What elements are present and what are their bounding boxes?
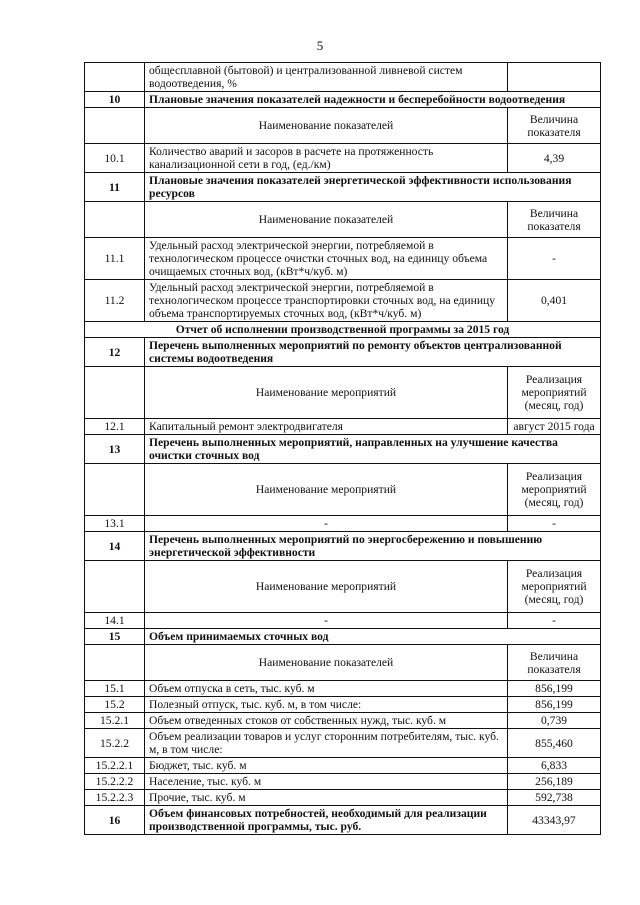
column-header-value: Величина показателя bbox=[508, 645, 601, 681]
row-number: 11.1 bbox=[85, 238, 145, 280]
section-title: Перечень выполненных мероприятий по энергосбережению и повышению энергетической эффективности bbox=[145, 532, 601, 561]
row-number: 15.2.2.2 bbox=[85, 774, 145, 790]
section-row bbox=[85, 173, 601, 202]
row-number: 10.1 bbox=[85, 144, 145, 173]
empty-cell bbox=[85, 561, 145, 613]
section-title: Плановые значения показателей энергетической эффективности использования ресурсов bbox=[145, 173, 601, 202]
header-row bbox=[85, 561, 601, 613]
table-row bbox=[85, 729, 601, 758]
empty-cell bbox=[85, 464, 145, 516]
column-header-value: Реализация мероприятий (месяц, год) bbox=[508, 367, 601, 419]
empty-cell bbox=[85, 202, 145, 238]
section-row bbox=[85, 629, 601, 645]
section-row bbox=[85, 435, 601, 464]
row-text: общесплавной (бытовой) и централизованной ливневой систем водоотведения, % bbox=[145, 63, 508, 92]
row-number: 15.2.1 bbox=[85, 713, 145, 729]
section-title: Плановые значения показателей надежности и бесперебойности водоотведения bbox=[145, 92, 601, 108]
column-header-value: Величина показателя bbox=[508, 202, 601, 238]
empty-cell bbox=[85, 645, 145, 681]
row-number bbox=[85, 63, 145, 92]
table-row bbox=[85, 238, 601, 280]
section-row bbox=[85, 338, 601, 367]
row-number: 12.1 bbox=[85, 419, 145, 435]
row-value: 592,738 bbox=[508, 790, 601, 806]
section-number: 13 bbox=[85, 435, 145, 464]
row-value: 0,401 bbox=[508, 280, 601, 322]
column-header-name: Наименование мероприятий bbox=[145, 367, 508, 419]
section-title: Перечень выполненных мероприятий по ремонту объектов централизованной системы водоотведения bbox=[145, 338, 601, 367]
row-value bbox=[508, 63, 601, 92]
section-row bbox=[85, 532, 601, 561]
row-value: 856,199 bbox=[508, 697, 601, 713]
header-row bbox=[85, 645, 601, 681]
row-number: 15.2.2.3 bbox=[85, 790, 145, 806]
row-text: Удельный расход электрической энергии, потребляемой в технологическом процессе очистки сточных вод, на единицу объема очищаемых сточных вод, (кВт*ч/куб. м) bbox=[145, 238, 508, 280]
row-text: Объем реализации товаров и услуг сторонним потребителям, тыс. куб. м, в том числе: bbox=[145, 729, 508, 758]
row-value: - bbox=[508, 613, 601, 629]
section-title: Перечень выполненных мероприятий, направленных на улучшение качества очистки сточных вод bbox=[145, 435, 601, 464]
row-value: 43343,97 bbox=[508, 806, 601, 835]
row-value: 855,460 bbox=[508, 729, 601, 758]
row-text: Население, тыс. куб. м bbox=[145, 774, 508, 790]
table-row bbox=[85, 419, 601, 435]
row-value: август 2015 года bbox=[508, 419, 601, 435]
row-text: Капитальный ремонт электродвигателя bbox=[145, 419, 508, 435]
table-row bbox=[85, 144, 601, 173]
row-text: Удельный расход электрической энергии, потребляемой в технологическом процессе транспортировки сточных вод, на единицу объема транспортируемых сточных вод, (кВт*ч/куб. м) bbox=[145, 280, 508, 322]
row-value: 0,739 bbox=[508, 713, 601, 729]
header-row bbox=[85, 108, 601, 144]
header-row bbox=[85, 367, 601, 419]
row-text: Бюджет, тыс. куб. м bbox=[145, 758, 508, 774]
section-number: 10 bbox=[85, 92, 145, 108]
empty-cell bbox=[85, 367, 145, 419]
column-header-name: Наименование показателей bbox=[145, 202, 508, 238]
row-number: 15.1 bbox=[85, 681, 145, 697]
column-header-name: Наименование мероприятий bbox=[145, 561, 508, 613]
row-number: 14.1 bbox=[85, 613, 145, 629]
row-value: - bbox=[508, 238, 601, 280]
column-header-value: Реализация мероприятий (месяц, год) bbox=[508, 464, 601, 516]
row-number: 15.2.2 bbox=[85, 729, 145, 758]
table-row bbox=[85, 806, 601, 835]
row-number: 16 bbox=[85, 806, 145, 835]
page-number: 5 bbox=[316, 38, 324, 53]
header-row bbox=[85, 464, 601, 516]
section-number: 14 bbox=[85, 532, 145, 561]
row-value: - bbox=[508, 516, 601, 532]
row-value: 4,39 bbox=[508, 144, 601, 173]
column-header-value: Величина показателя bbox=[508, 108, 601, 144]
column-header-name: Наименование мероприятий bbox=[145, 464, 508, 516]
column-header-name: Наименование показателей bbox=[145, 108, 508, 144]
row-number: 15.2 bbox=[85, 697, 145, 713]
program-table bbox=[84, 62, 601, 835]
row-text: - bbox=[145, 613, 508, 629]
row-number: 15.2.2.1 bbox=[85, 758, 145, 774]
table-row bbox=[85, 758, 601, 774]
row-number: 11.2 bbox=[85, 280, 145, 322]
row-number: 13.1 bbox=[85, 516, 145, 532]
report-heading: Отчет об исполнении производственной программы за 2015 год bbox=[85, 322, 601, 338]
table-row bbox=[85, 280, 601, 322]
section-number: 11 bbox=[85, 173, 145, 202]
row-text: Количество аварий и засоров в расчете на протяженность канализационной сети в год, (ед./км) bbox=[145, 144, 508, 173]
row-text: Объем финансовых потребностей, необходимый для реализации производственной программы, тыс. руб. bbox=[145, 806, 508, 835]
row-text: Прочие, тыс. куб. м bbox=[145, 790, 508, 806]
empty-cell bbox=[85, 108, 145, 144]
row-value: 6,833 bbox=[508, 758, 601, 774]
row-value: 256,189 bbox=[508, 774, 601, 790]
section-title: Объем принимаемых сточных вод bbox=[145, 629, 601, 645]
table-row bbox=[85, 697, 601, 713]
table-row bbox=[85, 322, 601, 338]
row-text: Объем отведенных стоков от собственных нужд, тыс. куб. м bbox=[145, 713, 508, 729]
table-row bbox=[85, 713, 601, 729]
row-value: 856,199 bbox=[508, 681, 601, 697]
table-row bbox=[85, 516, 601, 532]
column-header-name: Наименование показателей bbox=[145, 645, 508, 681]
table-row bbox=[85, 613, 601, 629]
table-row bbox=[85, 681, 601, 697]
section-number: 15 bbox=[85, 629, 145, 645]
section-row bbox=[85, 92, 601, 108]
column-header-value: Реализация мероприятий (месяц, год) bbox=[508, 561, 601, 613]
row-text: Объем отпуска в сеть, тыс. куб. м bbox=[145, 681, 508, 697]
header-row bbox=[85, 202, 601, 238]
table-row bbox=[85, 790, 601, 806]
section-number: 12 bbox=[85, 338, 145, 367]
row-text: - bbox=[145, 516, 508, 532]
table-row bbox=[85, 774, 601, 790]
table-row bbox=[85, 63, 601, 92]
row-text: Полезный отпуск, тыс. куб. м, в том числе: bbox=[145, 697, 508, 713]
